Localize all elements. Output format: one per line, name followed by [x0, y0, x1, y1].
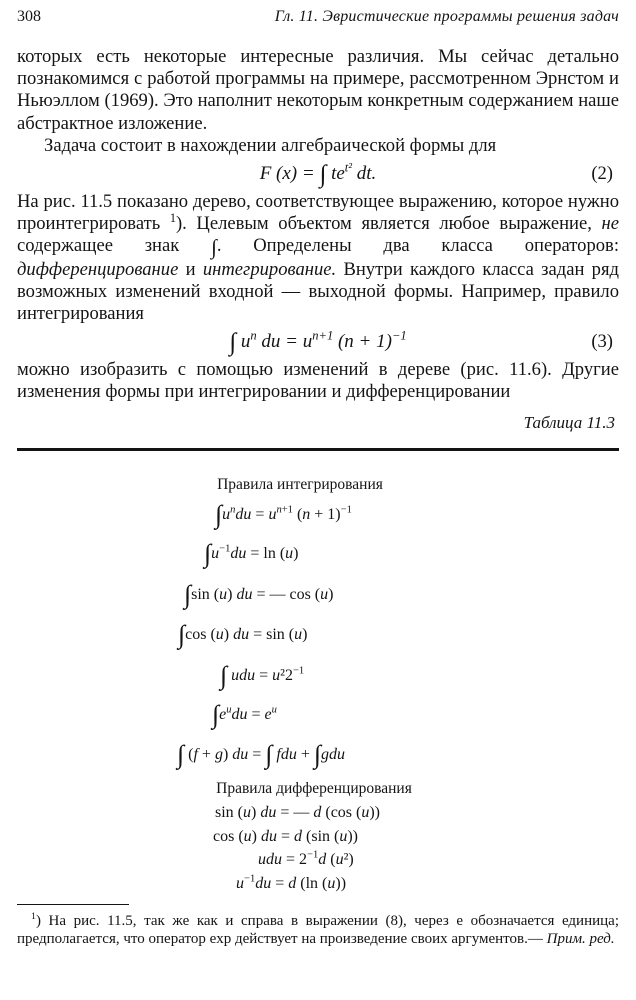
paragraph-1: которых есть некоторые интересные различия. Мы сейчас детально познакомимся с работой программы на примере, рассмотренном Эрнстом и Ньюэллом (1969). Это наполнит некоторым конкретным содержанием наше абстрактное изложение. — [17, 46, 619, 134]
paragraph-3 — [17, 191, 619, 325]
p3-text-a: На рис. 11.5 показано дерево, соответствующее выражению, которое нужно проинтегрировать — [17, 191, 619, 235]
table-caption: Таблица 11.3 — [523, 412, 615, 432]
p3-text-e: Внутри каждого класса задан ряд возможных изменений входной — выходной формы. Например, правило интегрирования — [17, 258, 619, 325]
body-text — [17, 46, 619, 434]
footnote-attribution: Прим. ред. — [546, 931, 615, 947]
rule-sin: ∫sin (u) du = — cos (u) — [184, 580, 334, 609]
p3-op-integration: интегрирование. — [202, 258, 337, 280]
paragraph-4: можно изобразить с помощью изменений в дереве (рис. 11.6). Другие изменения формы при интегрировании и дифференцировании — [17, 359, 619, 403]
rule-reciprocal: $\int u^{-1}du = \ln (u)$ — [204, 539, 299, 568]
diff-rule-cos: cos (u) du = d (sin (u)) — [213, 828, 358, 845]
footnote-ref: 1 — [169, 211, 176, 226]
equation-2 — [17, 159, 619, 189]
differentiation-rules-title: Правила дифференцирования — [216, 780, 412, 797]
footnote — [17, 912, 619, 948]
equation-3-number: (3) — [591, 331, 613, 353]
p3-text-and: и — [185, 258, 196, 280]
p3-emphasis-not: не — [601, 213, 619, 235]
rule-udu: ∫ udu = $u^22^{-1}$ — [220, 661, 305, 690]
integration-rules-title: Правила интегрирования — [217, 476, 383, 493]
diff-rule-udu: udu = $2^{-1}d$ (u²) — [258, 849, 354, 868]
footnote-marker: 1 — [31, 911, 36, 922]
p3-text-c: содержащее знак — [17, 235, 180, 257]
rule-power: $\int u^ndu = u^{n+1}$ $(n + 1)^{-1}$ — [215, 500, 352, 529]
diff-rule-reciprocal: $u^{-1}du = d$ (ln (u)) — [236, 873, 347, 892]
page-header — [17, 8, 619, 30]
running-head: Гл. 11. Эвристические программы решения задач — [274, 8, 619, 25]
p3-text-b: ). Целевым объектом является любое выражение, — [175, 213, 592, 235]
table-top-rule — [17, 448, 619, 451]
paragraph-2: Задача состоит в нахождении алгебраической формы для — [44, 134, 497, 156]
p3-text-d: . Определены два класса операторов: — [216, 235, 619, 257]
equation-3 — [17, 327, 619, 357]
equation-3-formula: ∫ $u^n$ du = $u^{n+1}$ $(n + 1)^{-1}$ — [229, 328, 407, 357]
footnote-text: ) На рис. 11.5, так же как и справа в выражении (8), через e обозначается единица; предполагается, что оператор exp действует на произведение своих аргументов.— — [17, 913, 619, 947]
diff-rule-sin: sin (u) du = — d (cos (u)) — [215, 804, 380, 821]
equation-2-formula: F (x) = ∫ $te^{t^2}$ dt. — [259, 160, 377, 189]
rule-exp: $\int e^udu = e^u$ — [212, 700, 277, 729]
rule-sum: ∫ (f + g) du = ∫ fdu + ∫gdu — [177, 740, 346, 769]
equation-2-number: (2) — [591, 163, 613, 185]
integral-sign: ∫ — [211, 235, 217, 260]
p3-op-differentiation: дифференцирование — [17, 258, 179, 280]
rule-cos: ∫cos (u) du = sin (u) — [178, 620, 308, 649]
page-number: 308 — [17, 8, 41, 25]
footnote-rule — [17, 904, 129, 905]
